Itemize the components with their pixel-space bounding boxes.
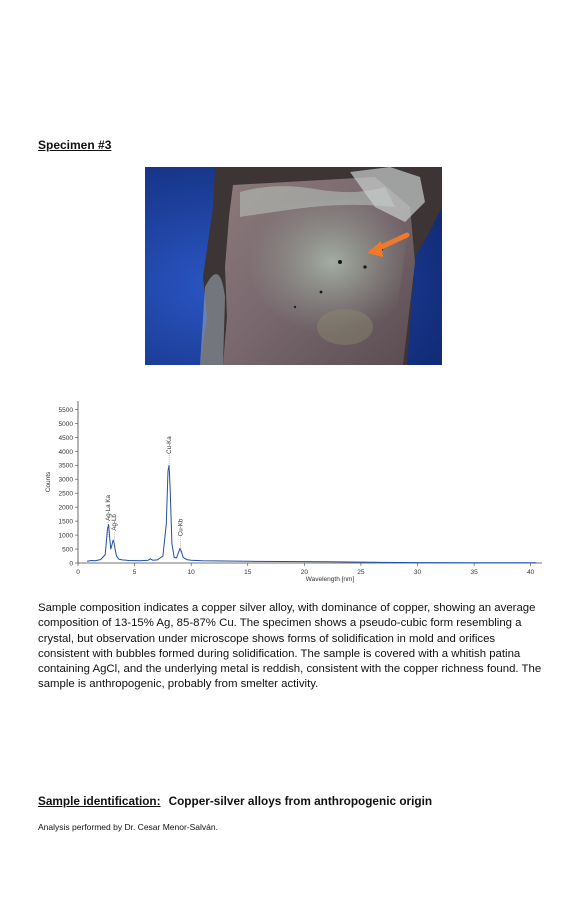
y-tick-label: 3500 xyxy=(58,462,73,470)
y-tick-label: 500 xyxy=(62,546,73,554)
y-tick-label: 1000 xyxy=(58,532,73,540)
x-tick-label: 35 xyxy=(470,569,478,576)
peak-annotation: Cu-Kb xyxy=(177,518,185,537)
x-tick-label: 40 xyxy=(527,569,535,576)
eds-spectrum-chart xyxy=(36,395,548,585)
x-tick-label: 5 xyxy=(132,569,137,576)
x-tick-label: 15 xyxy=(244,569,252,576)
peak-annotation: Ag-Lb xyxy=(111,514,119,531)
peak-annotation: Cu-Ka xyxy=(166,436,174,454)
x-tick-label: 0 xyxy=(76,569,80,576)
analysis-credit: Analysis performed by Dr. Cesar Menor-Salván. xyxy=(38,822,218,832)
specimen-photo xyxy=(145,167,442,365)
identification-label: Sample identification: xyxy=(38,794,161,808)
y-tick-label: 4500 xyxy=(58,434,73,442)
x-tick-label: 30 xyxy=(413,569,422,576)
identification-value: Copper-silver alloys from anthropogenic origin xyxy=(168,794,433,808)
y-tick-label: 5000 xyxy=(58,420,73,428)
y-tick-label: 3000 xyxy=(58,476,73,484)
y-tick-label: 2000 xyxy=(58,504,73,512)
x-tick-label: 10 xyxy=(187,569,195,576)
spectrum-series-line xyxy=(87,465,536,563)
y-axis-label: Counts xyxy=(45,471,52,493)
x-axis-label: Wavelength [nm] xyxy=(305,576,355,583)
y-tick-label: 0 xyxy=(69,560,73,568)
y-tick-label: 4000 xyxy=(58,448,73,456)
y-tick-label: 2500 xyxy=(58,490,73,498)
specimen-heading: Specimen #3 xyxy=(38,138,112,152)
y-tick-label: 5500 xyxy=(58,406,73,414)
sample-description: Sample composition indicates a copper silver alloy, with dominance of copper, showing an average composition of 13-15% Ag, 85-87% Cu. The specimen shows a pseudo-cubic form resembling a crystal, but observation under microscope shows forms of solidification in mold and orifices consistent with bubbles formed during solidification. The sample is covered with a whitish patina containing AgCl, and the underlying metal is reddish, consistent with the copper richness found. The sample is anthropogenic, probably from smelter activity. xyxy=(38,602,542,691)
x-tick-label: 20 xyxy=(300,569,308,576)
peak-annotation: Ag-La Ka xyxy=(104,495,112,521)
x-tick-label: 25 xyxy=(357,569,365,576)
y-tick-label: 1500 xyxy=(58,518,73,526)
sample-identification xyxy=(38,794,432,808)
